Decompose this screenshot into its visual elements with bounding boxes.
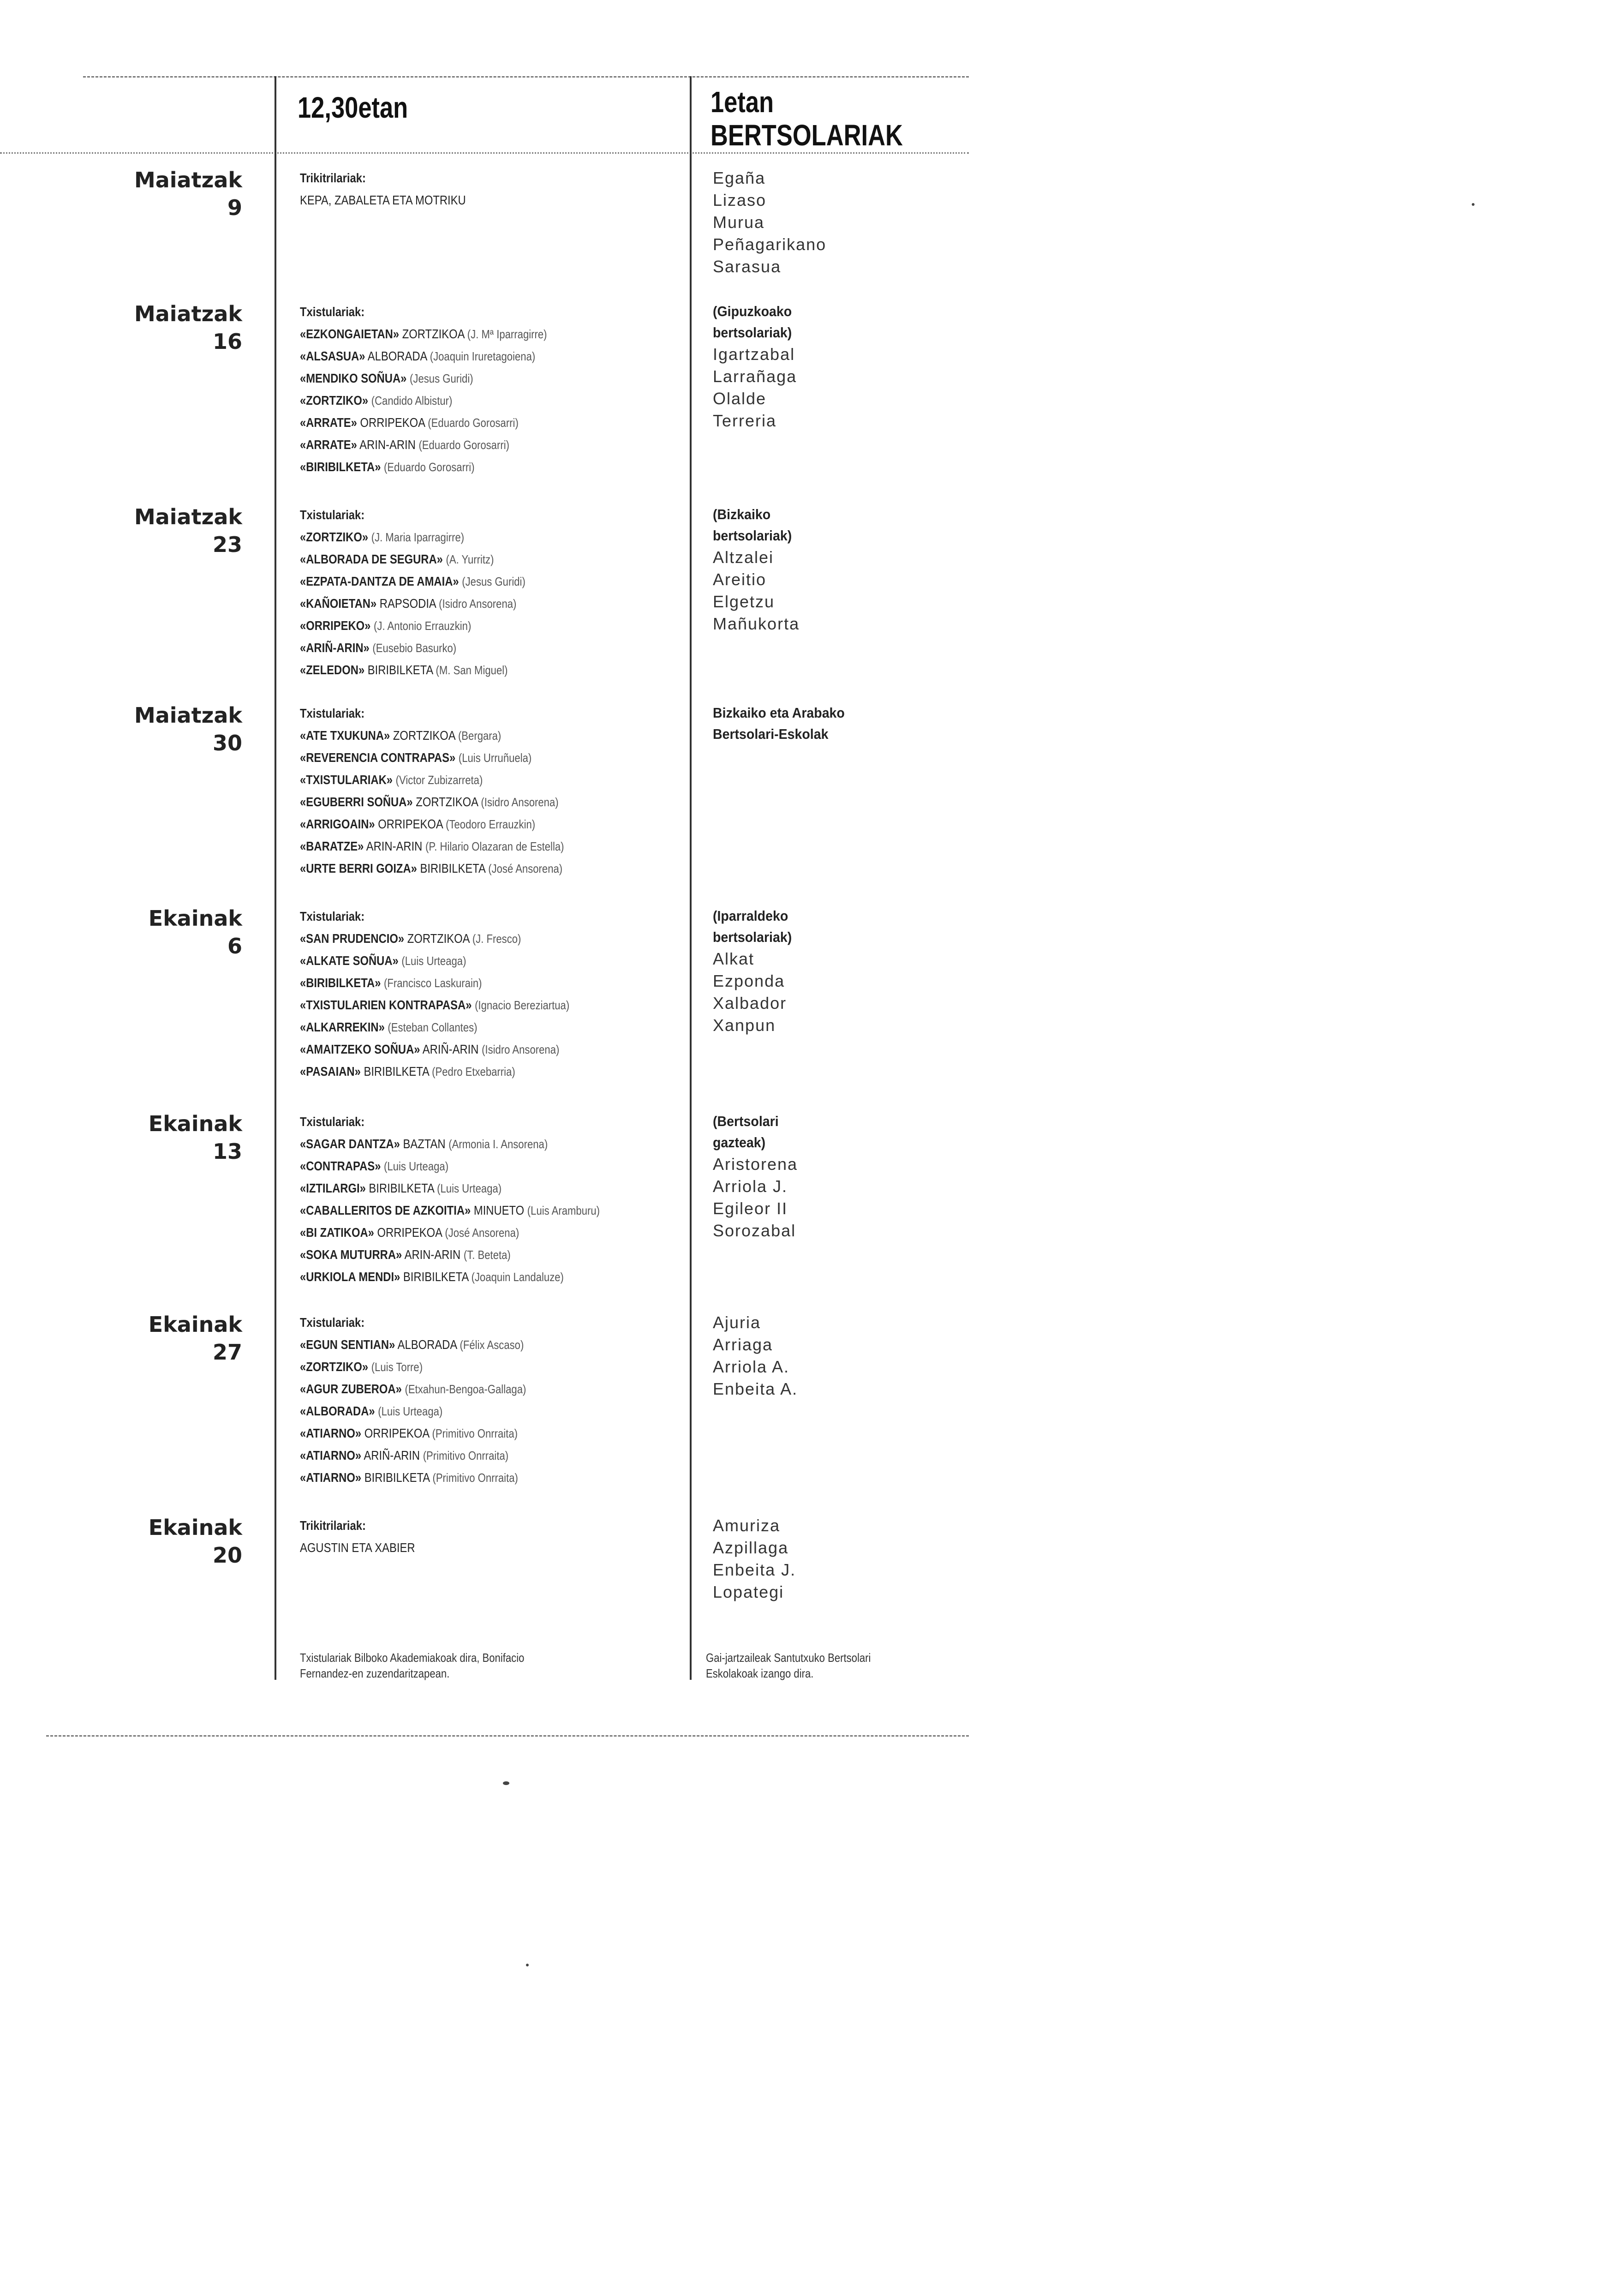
piece-author: (Candido Albistur) [371,394,453,407]
bertsolari-name: Azpillaga [713,1538,789,1557]
date-label [149,1110,242,1165]
bertsolari-name: Egileor II [713,1199,788,1218]
piece-title: «ARRIGOAIN» [300,817,375,831]
piece-item [300,747,645,769]
group-label: bertsolariak) [713,324,792,341]
piece-item [300,637,645,659]
piece-type: KEPA, ZABALETA ETA MOTRIKU [300,193,466,207]
date-label [134,300,242,355]
piece-title: «BIRIBILKETA» [300,976,381,990]
bertsolari-name: Igartzabal [713,345,795,364]
piece-author: (A. Yurritz) [446,552,494,566]
piece-item [300,367,645,389]
bertsolariak-block [713,167,1008,278]
date-month: Ekainak [148,1515,242,1540]
piece-item [300,412,645,434]
bertsolari-name: Ezponda [713,971,785,990]
piece-title: «BI ZATIKOA» [300,1225,374,1240]
piece-author: (Eduardo Gorosarri) [428,416,519,430]
piece-author: (J. Mª Iparragirre) [467,327,547,341]
piece-item [300,1244,645,1266]
piece-item [300,1133,645,1155]
piece-type: BIRIBILKETA [420,861,485,875]
column-divider-left [275,76,276,1680]
bertsolariak-block [713,702,1008,745]
bertsolari-name: Larrañaga [713,367,797,386]
piece-item [300,725,645,747]
bertsolariak-block [713,1312,1008,1400]
piece-author: (J. Antonio Errauzkin) [374,619,472,633]
group-label: (Bizkaiko [713,506,771,522]
piece-type: BIRIBILKETA [364,1064,429,1079]
piece-title: «AGUR ZUBEROA» [300,1382,402,1396]
performers-label: Txistulariak: [300,1115,365,1129]
performers-label: Trikitrilariak: [300,171,366,185]
piece-author: (Francisco Laskurain) [384,976,482,990]
piece-title: «TXISTULARIEN KONTRAPASA» [300,998,472,1012]
piece-item [300,1222,645,1244]
piece-type: ORRIPEKOA [377,1225,442,1240]
bertsolari-name: Peñagarikano [713,235,827,254]
header-rule [0,152,969,154]
piece-author: (Primitivo Onrraita) [432,1471,518,1485]
footer-right-line2: Eskolakoak izango dira. [706,1666,814,1680]
piece-item [300,1467,645,1489]
piece-author: (Joaquin Landaluze) [471,1270,564,1284]
piece-type: ZORTZIKOA [402,327,465,341]
piece-item [300,857,645,880]
piece-title: «ALBORADA DE SEGURA» [300,552,443,566]
piece-author: (Isidro Ansorena) [439,597,517,611]
bertsolari-name: Arriola A. [713,1357,790,1376]
group-label: gazteak) [713,1134,766,1150]
header-1etan [710,85,903,152]
date-month: Maiatzak [134,301,242,326]
piece-title: «URTE BERRI GOIZA» [300,861,417,875]
piece-author: (Jesus Guridi) [462,575,525,588]
bertsolari-name: Lopategi [713,1582,784,1601]
bottom-rule [46,1735,969,1737]
piece-type: AGUSTIN ETA XABIER [300,1540,415,1555]
header-1etan-line1: 1etan [710,85,774,119]
piece-title: «ARRATE» [300,415,357,430]
date-day: 6 [227,934,242,959]
date-day: 20 [212,1543,242,1568]
piece-item [300,389,645,412]
piece-type: MINUETO [473,1203,525,1217]
date-month: Maiatzak [134,703,242,728]
piece-type: ZORTZIKOA [416,795,478,809]
piece-item [300,1400,645,1422]
piece-title: «EZPATA-DANTZA DE AMAIA» [300,574,459,588]
bertsolari-name: Murua [713,213,765,232]
footer-mid-line2: Fernandez-en zuzendaritzapean. [300,1666,450,1680]
bertsolariak-block [713,1111,1008,1242]
bertsolari-name: Areitio [713,570,767,589]
piece-title: «SAGAR DANTZA» [300,1137,400,1151]
scan-speck [503,1781,509,1785]
piece-author: (Luis Urteaga) [378,1404,443,1418]
group-label: (Gipuzkoako [713,303,792,319]
date-day: 13 [212,1139,242,1164]
bertsolari-name: Xanpun [713,1016,776,1035]
piece-item [300,570,645,593]
piece-title: «TXISTULARIAK» [300,773,393,787]
piece-author: (P. Hilario Olazaran de Estella) [425,839,564,853]
piece-title: «ZORTZIKO» [300,1360,369,1374]
piece-author: (Victor Zubizarreta) [395,773,483,787]
piece-item [300,189,645,211]
piece-author: (Luis Urteaga) [384,1159,449,1173]
group-label: Bizkaiko eta Arabako [713,705,845,721]
piece-type: RAPSODIA [379,596,436,611]
date-label [134,503,242,558]
piece-item [300,791,645,813]
piece-author: (J. Fresco) [472,932,521,946]
piece-type: ORRIPEKOA [360,415,425,430]
piece-item [300,994,645,1016]
piece-item [300,434,645,456]
performers-label: Txistulariak: [300,909,365,923]
piece-author: (Primitivo Onrraita) [432,1426,518,1440]
piece-item [300,593,645,615]
piece-title: «ORRIPEKO» [300,618,371,633]
bertsolari-name: Egaña [713,168,766,187]
piece-title: «EZKONGAIETAN» [300,327,400,341]
bertsolari-name: Altzalei [713,548,774,567]
date-day: 16 [212,329,242,354]
header-bertsolariak: BERTSOLARIAK [710,119,903,152]
piece-item [300,548,645,570]
piece-item [300,1177,645,1199]
piece-title: «ALKATE SOÑUA» [300,953,399,968]
group-label: (Bertsolari [713,1113,779,1129]
piece-type: ZORTZIKOA [407,931,470,946]
piece-title: «ARRATE» [300,437,357,452]
piece-title: «BARATZE» [300,839,364,853]
piece-title: «ATIARNO» [300,1448,362,1462]
date-month: Maiatzak [134,504,242,529]
bertsolari-name: Enbeita J. [713,1560,796,1579]
bertsolari-name: Mañukorta [713,614,800,633]
piece-item [300,1378,645,1400]
bertsolariak-block [713,301,1008,432]
piece-author: (José Ansorena) [445,1226,519,1240]
piece-title: «AMAITZEKO SOÑUA» [300,1042,420,1056]
piece-type: ZORTZIKOA [393,728,455,743]
bertsolari-name: Olalde [713,389,767,408]
piece-item [300,813,645,835]
bertsolari-name: Arriaga [713,1335,773,1354]
piece-item [300,1266,645,1288]
performers-label: Txistulariak: [300,706,365,720]
piece-author: (Primitivo Onrraita) [423,1449,509,1462]
date-day: 9 [227,195,242,220]
piece-author: (Eduardo Gorosarri) [418,438,509,452]
piece-title: «EGUN SENTIAN» [300,1337,395,1352]
group-label: (Iparraldeko [713,908,788,924]
piece-title: «ALBORADA» [300,1404,375,1418]
piece-item [300,1016,645,1038]
piece-title: «ATE TXUKUNA» [300,728,390,743]
piece-title: «ALKARREKIN» [300,1020,385,1034]
piece-author: (Eusebio Basurko) [372,641,457,655]
piece-author: (Jesus Guridi) [410,372,473,385]
scan-speck [1472,203,1475,206]
bertsolari-name: Elgetzu [713,592,775,611]
piece-item [300,659,645,681]
performers-block [300,1111,706,1288]
piece-title: «ZELEDON» [300,663,365,677]
piece-item [300,769,645,791]
piece-item [300,456,645,478]
piece-type: ALBORADA [367,349,427,363]
group-label: bertsolariak) [713,527,792,544]
piece-author: (Esteban Collantes) [388,1020,478,1034]
piece-title: «ZORTZIKO» [300,530,369,544]
piece-item [300,928,645,950]
bertsolari-name: Arriola J. [713,1177,788,1196]
piece-author: (Luis Urteaga) [401,954,466,968]
footer-mid-note [300,1650,524,1681]
piece-item [300,1334,645,1356]
bertsolari-name: Terreria [713,411,777,430]
piece-title: «SOKA MUTURRA» [300,1247,402,1262]
date-label [134,701,242,757]
piece-type: BIRIBILKETA [369,1181,434,1195]
performers-label: Txistulariak: [300,508,365,522]
performers-block [300,1312,706,1489]
piece-item [300,1061,645,1083]
piece-author: (Joaquin Iruretagoiena) [430,349,536,363]
piece-author: (Etxahun-Bengoa-Gallaga) [405,1382,526,1396]
piece-title: «URKIOLA MENDI» [300,1270,400,1284]
piece-item [300,1199,645,1222]
piece-type: ARIÑ-ARIN [422,1042,479,1056]
piece-type: ORRIPEKOA [378,817,443,831]
date-month: Ekainak [148,1111,242,1136]
piece-author: (Luis Urteaga) [437,1181,502,1195]
piece-item [300,1155,645,1177]
piece-type: ARIÑ-ARIN [364,1448,420,1462]
piece-item [300,950,645,972]
performers-block [300,504,706,681]
piece-author: (M. San Miguel) [436,663,508,677]
piece-title: «BIRIBILKETA» [300,460,381,474]
piece-title: «IZTILARGI» [300,1181,366,1195]
top-rule [83,76,969,78]
performers-block [300,1515,706,1559]
piece-item [300,835,645,857]
piece-author: (Pedro Etxebarria) [432,1065,515,1079]
date-label [149,1311,242,1366]
piece-type: ARIN-ARIN [404,1247,461,1262]
piece-item [300,1422,645,1444]
piece-title: «SAN PRUDENCIO» [300,931,405,946]
piece-author: (Bergara) [458,729,502,743]
piece-author: (Teodoro Errauzkin) [446,817,536,831]
piece-title: «ATIARNO» [300,1470,362,1485]
piece-type: BIRIBILKETA [403,1270,469,1284]
piece-title: «REVERENCIA CONTRAPAS» [300,750,456,765]
date-month: Ekainak [148,1312,242,1337]
piece-type: ARIN-ARIN [366,839,423,853]
piece-title: «MENDIKO SOÑUA» [300,371,407,385]
date-day: 30 [212,731,242,755]
piece-type: ALBORADA [397,1337,457,1352]
bertsolari-name: Sarasua [713,257,782,276]
date-label [149,1514,242,1569]
performers-block [300,702,706,880]
piece-author: (J. Maria Iparragirre) [371,530,465,544]
bertsolariak-block [713,1515,1008,1603]
piece-title: «KAÑOIETAN» [300,596,377,611]
piece-author: (Armonia I. Ansorena) [448,1137,548,1151]
performers-block [300,301,706,478]
performers-label: Trikitrilariak: [300,1518,366,1533]
piece-type: BAZTAN [403,1137,446,1151]
piece-author: (Luis Torre) [371,1360,423,1374]
bertsolari-name: Ajuria [713,1313,761,1332]
piece-title: «PASAIAN» [300,1064,361,1079]
scan-speck [526,1964,529,1966]
piece-author: (Ignacio Bereziartua) [475,998,570,1012]
performers-label: Txistulariak: [300,305,365,319]
piece-author: (Eduardo Gorosarri) [384,460,475,474]
piece-item [300,1444,645,1467]
bertsolari-name: Alkat [713,949,755,968]
date-label [149,905,242,960]
piece-title: «EGUBERRI SOÑUA» [300,795,413,809]
bertsolari-name: Aristorena [713,1155,798,1174]
piece-title: «CABALLERITOS DE AZKOITIA» [300,1203,471,1217]
piece-author: (José Ansorena) [488,862,563,875]
piece-item [300,615,645,637]
piece-title: «ATIARNO» [300,1426,362,1440]
bertsolariak-block [713,905,1008,1037]
group-label: bertsolariak) [713,929,792,945]
piece-title: «ALSASUA» [300,349,365,363]
bertsolari-name: Lizaso [713,191,767,210]
footer-right-note [706,1650,871,1681]
piece-author: (Isidro Ansorena) [482,1043,560,1056]
piece-item [300,323,645,345]
piece-title: «ARIÑ-ARIN» [300,641,370,655]
bertsolari-name: Amuriza [713,1516,781,1535]
bertsolari-name: Enbeita A. [713,1379,798,1398]
piece-type: ARIN-ARIN [359,437,416,452]
performers-block [300,905,706,1083]
bertsolari-name: Sorozabal [713,1221,796,1240]
piece-author: (T. Beteta) [463,1248,511,1262]
date-month: Maiatzak [134,168,242,192]
date-day: 23 [212,532,242,557]
piece-type: BIRIBILKETA [364,1470,430,1485]
piece-title: «ZORTZIKO» [300,393,369,407]
date-month: Ekainak [148,906,242,931]
piece-author: (Luis Aramburu) [527,1204,600,1217]
header-1230: 12,30etan [298,91,408,124]
group-label: Bertsolari-Eskolak [713,726,829,742]
piece-author: (Isidro Ansorena) [481,795,559,809]
footer-mid-line1: Txistulariak Bilboko Akademiakoak dira, Bonifacio [300,1651,525,1665]
piece-item [300,1537,645,1559]
bertsolari-name: Xalbador [713,994,787,1013]
piece-item [300,345,645,367]
piece-author: (Félix Ascaso) [460,1338,524,1352]
performers-label: Txistulariak: [300,1315,365,1330]
footer-right-line1: Gai-jartzaileak Santutxuko Bertsolari [706,1651,871,1665]
piece-item [300,526,645,548]
piece-type: ORRIPEKOA [364,1426,429,1440]
date-label [134,166,242,222]
performers-block [300,167,706,211]
piece-item [300,1356,645,1378]
piece-title: «CONTRAPAS» [300,1159,381,1173]
piece-item [300,1038,645,1061]
piece-author: (Luis Urruñuela) [458,751,532,765]
piece-item [300,972,645,994]
date-day: 27 [212,1340,242,1365]
bertsolariak-block [713,504,1008,635]
piece-type: BIRIBILKETA [367,663,433,677]
